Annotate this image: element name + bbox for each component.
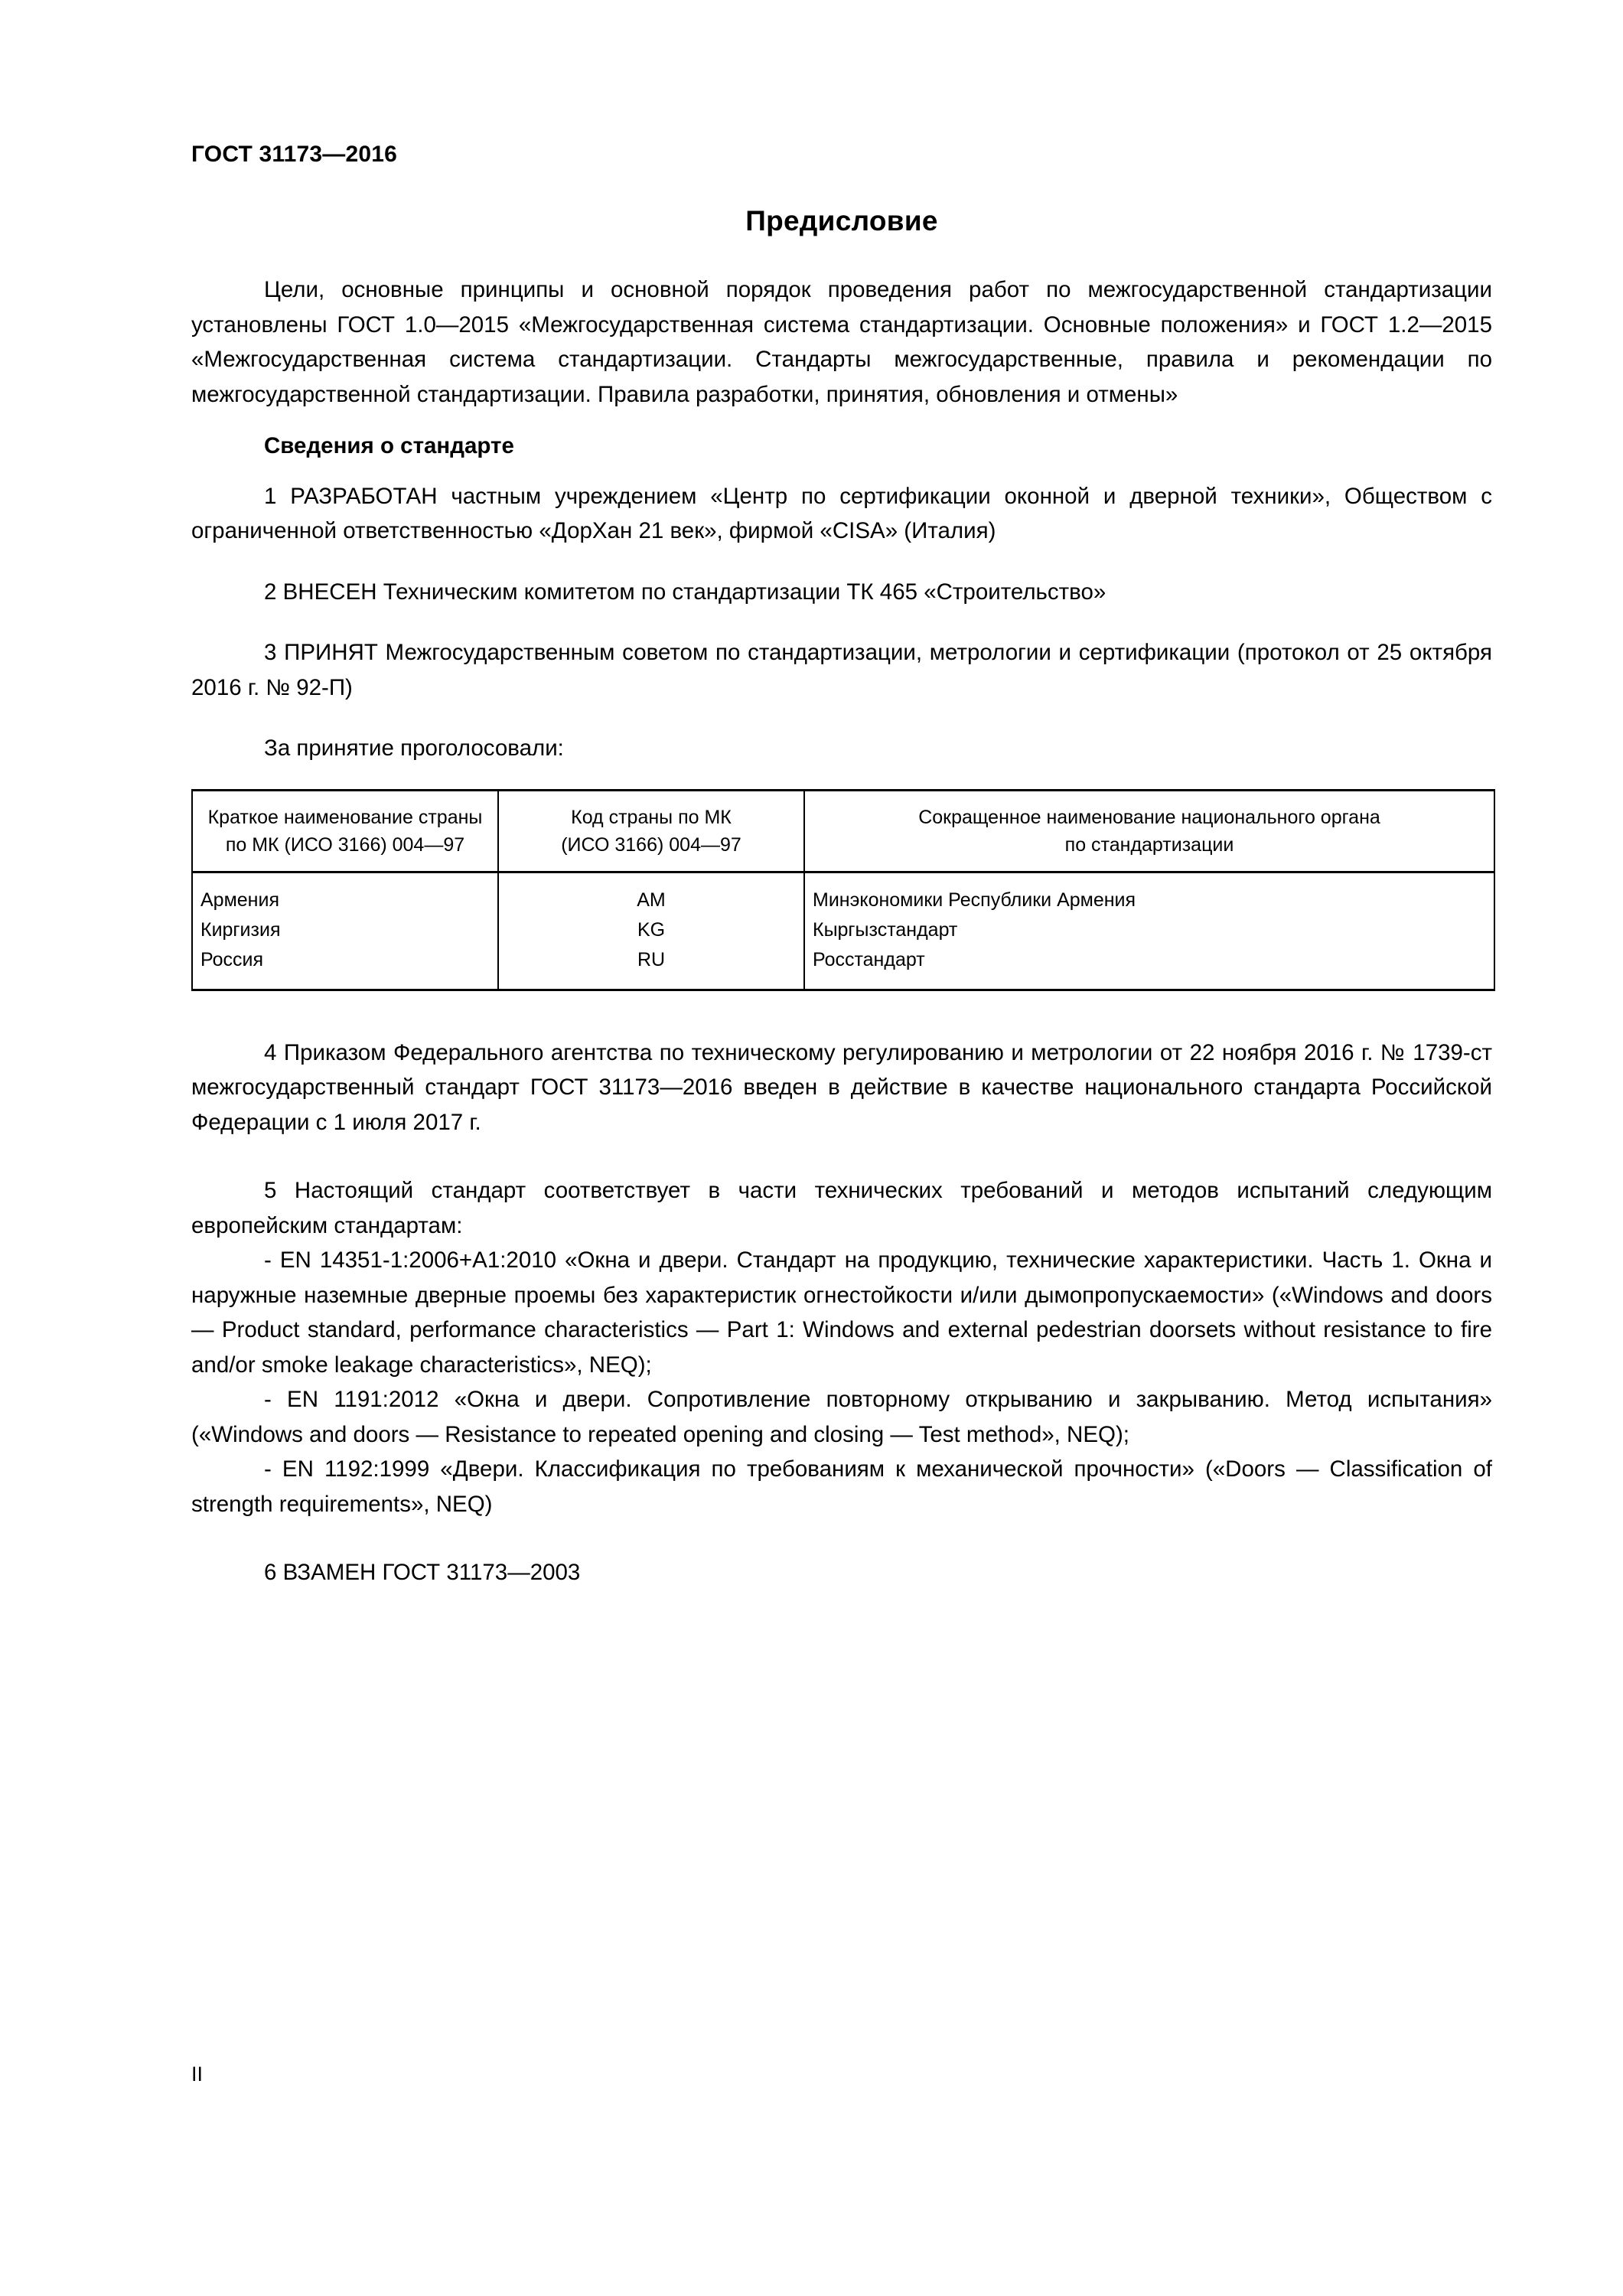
about-item-2: 2 ВНЕСЕН Техническим комитетом по стандартизации ТК 465 «Строительство» (264, 579, 1106, 605)
about-item-1: 1 РАЗРАБОТАН частным учреждением «Центр по сертификации оконной и дверной техники», Обществом с ограниченной ответственностью «ДорХан 21 век», фирмой «CISA» (Италия) (191, 483, 1492, 543)
column-header-line: по стандартизации (1064, 833, 1234, 856)
column-header-national-body (804, 790, 1494, 872)
country-code: AM (637, 889, 666, 911)
national-body-name: Минэкономики Республики Армения (813, 889, 1136, 911)
country-name: Армения (200, 889, 279, 911)
national-body-name: Кыргызстандарт (813, 918, 958, 941)
cell-country-names (192, 872, 498, 990)
about-item-5-lead: 5 Настоящий стандарт соответствует в части технических требований и методов испытаний следующим европейским стандартам: (191, 1178, 1492, 1238)
about-item-4: 4 Приказом Федерального агентства по техническому регулированию и метрологии от 22 ноября 2016 г. № 1739-ст межгосударственный стандарт ГОСТ 31173—2016 введен в действие в качестве национального стандарта Российской Федерации с 1 июля 2017 г. (191, 1039, 1492, 1135)
vote-lead-in-text: За принятие проголосовали: (264, 735, 564, 761)
page-number: II (191, 2063, 204, 2086)
column-header-country-name (192, 790, 498, 872)
about-item-5-entry-en14351: - EN 14351-1:2006+A1:2010 «Окна и двери. Стандарт на продукцию, технические характеристики. Часть 1. Окна и наружные наземные дверные проемы без характеристик огнестойкости и/или дымопропускаемости» («Windows and doors — Product standard, performance characteristics — Part 1: Windows and external pedestrian doorsets without resistance to fire and/or smoke leakage characteristics», NEQ); (191, 1247, 1492, 1378)
column-header-line: Сокращенное наименование национального органа (918, 806, 1380, 828)
foreword-intro-paragraph: Цели, основные принципы и основной порядок проведения работ по межгосударственной стандартизации установлены ГОСТ 1.0—2015 «Межгосударственная система стандартизации. Основные положения» и ГОСТ 1.2—2015 «Межгосударственная система стандартизации. Стандарты межгосударственные, правила и рекомендации по межгосударственной стандартизации. Правила разработки, принятия, обновления и отмены» (191, 277, 1492, 407)
column-header-line: (ИСО 3166) 004—97 (561, 833, 741, 856)
column-header-line: по МК (ИСО 3166) 004—97 (225, 833, 465, 856)
table-row (192, 872, 1494, 990)
about-item-3: 3 ПРИНЯТ Межгосударственным советом по стандартизации, метрологии и сертификации (протокол от 25 октября 2016 г. № 92-П) (191, 640, 1492, 700)
table-header-row (192, 790, 1494, 872)
country-name: Россия (200, 948, 263, 970)
country-name: Киргизия (200, 918, 281, 941)
vote-table-wrapper (191, 789, 1494, 991)
page-content (191, 205, 1492, 1590)
country-code: KG (637, 918, 666, 941)
column-header-line: Код страны по МК (571, 806, 732, 828)
page-title: Предисловие (745, 205, 938, 236)
country-code: RU (637, 948, 666, 970)
column-header-line: Краткое наименование страны (207, 806, 483, 828)
column-header-country-code (498, 790, 804, 872)
about-item-5-entry-en1191: - EN 1191:2012 «Окна и двери. Сопротивление повторному открыванию и закрыванию. Метод испытания» («Windows and doors — Resistance to repeated opening and closing — Test method», NEQ); (191, 1387, 1492, 1447)
vote-table (191, 789, 1495, 991)
about-item-6: 6 ВЗАМЕН ГОСТ 31173—2003 (264, 1560, 581, 1585)
about-item-5-entry-en1192: - EN 1192:1999 «Двери. Классификация по требованиям к механической прочности» («Doors — Classification of strength requirements», NEQ) (191, 1456, 1492, 1517)
national-body-name: Росстандарт (813, 948, 925, 970)
running-header-standard-id: ГОСТ 31173—2016 (191, 142, 398, 167)
cell-country-codes (498, 872, 804, 990)
cell-national-bodies (804, 872, 1494, 990)
about-standard-heading: Сведения о стандарте (264, 433, 514, 458)
